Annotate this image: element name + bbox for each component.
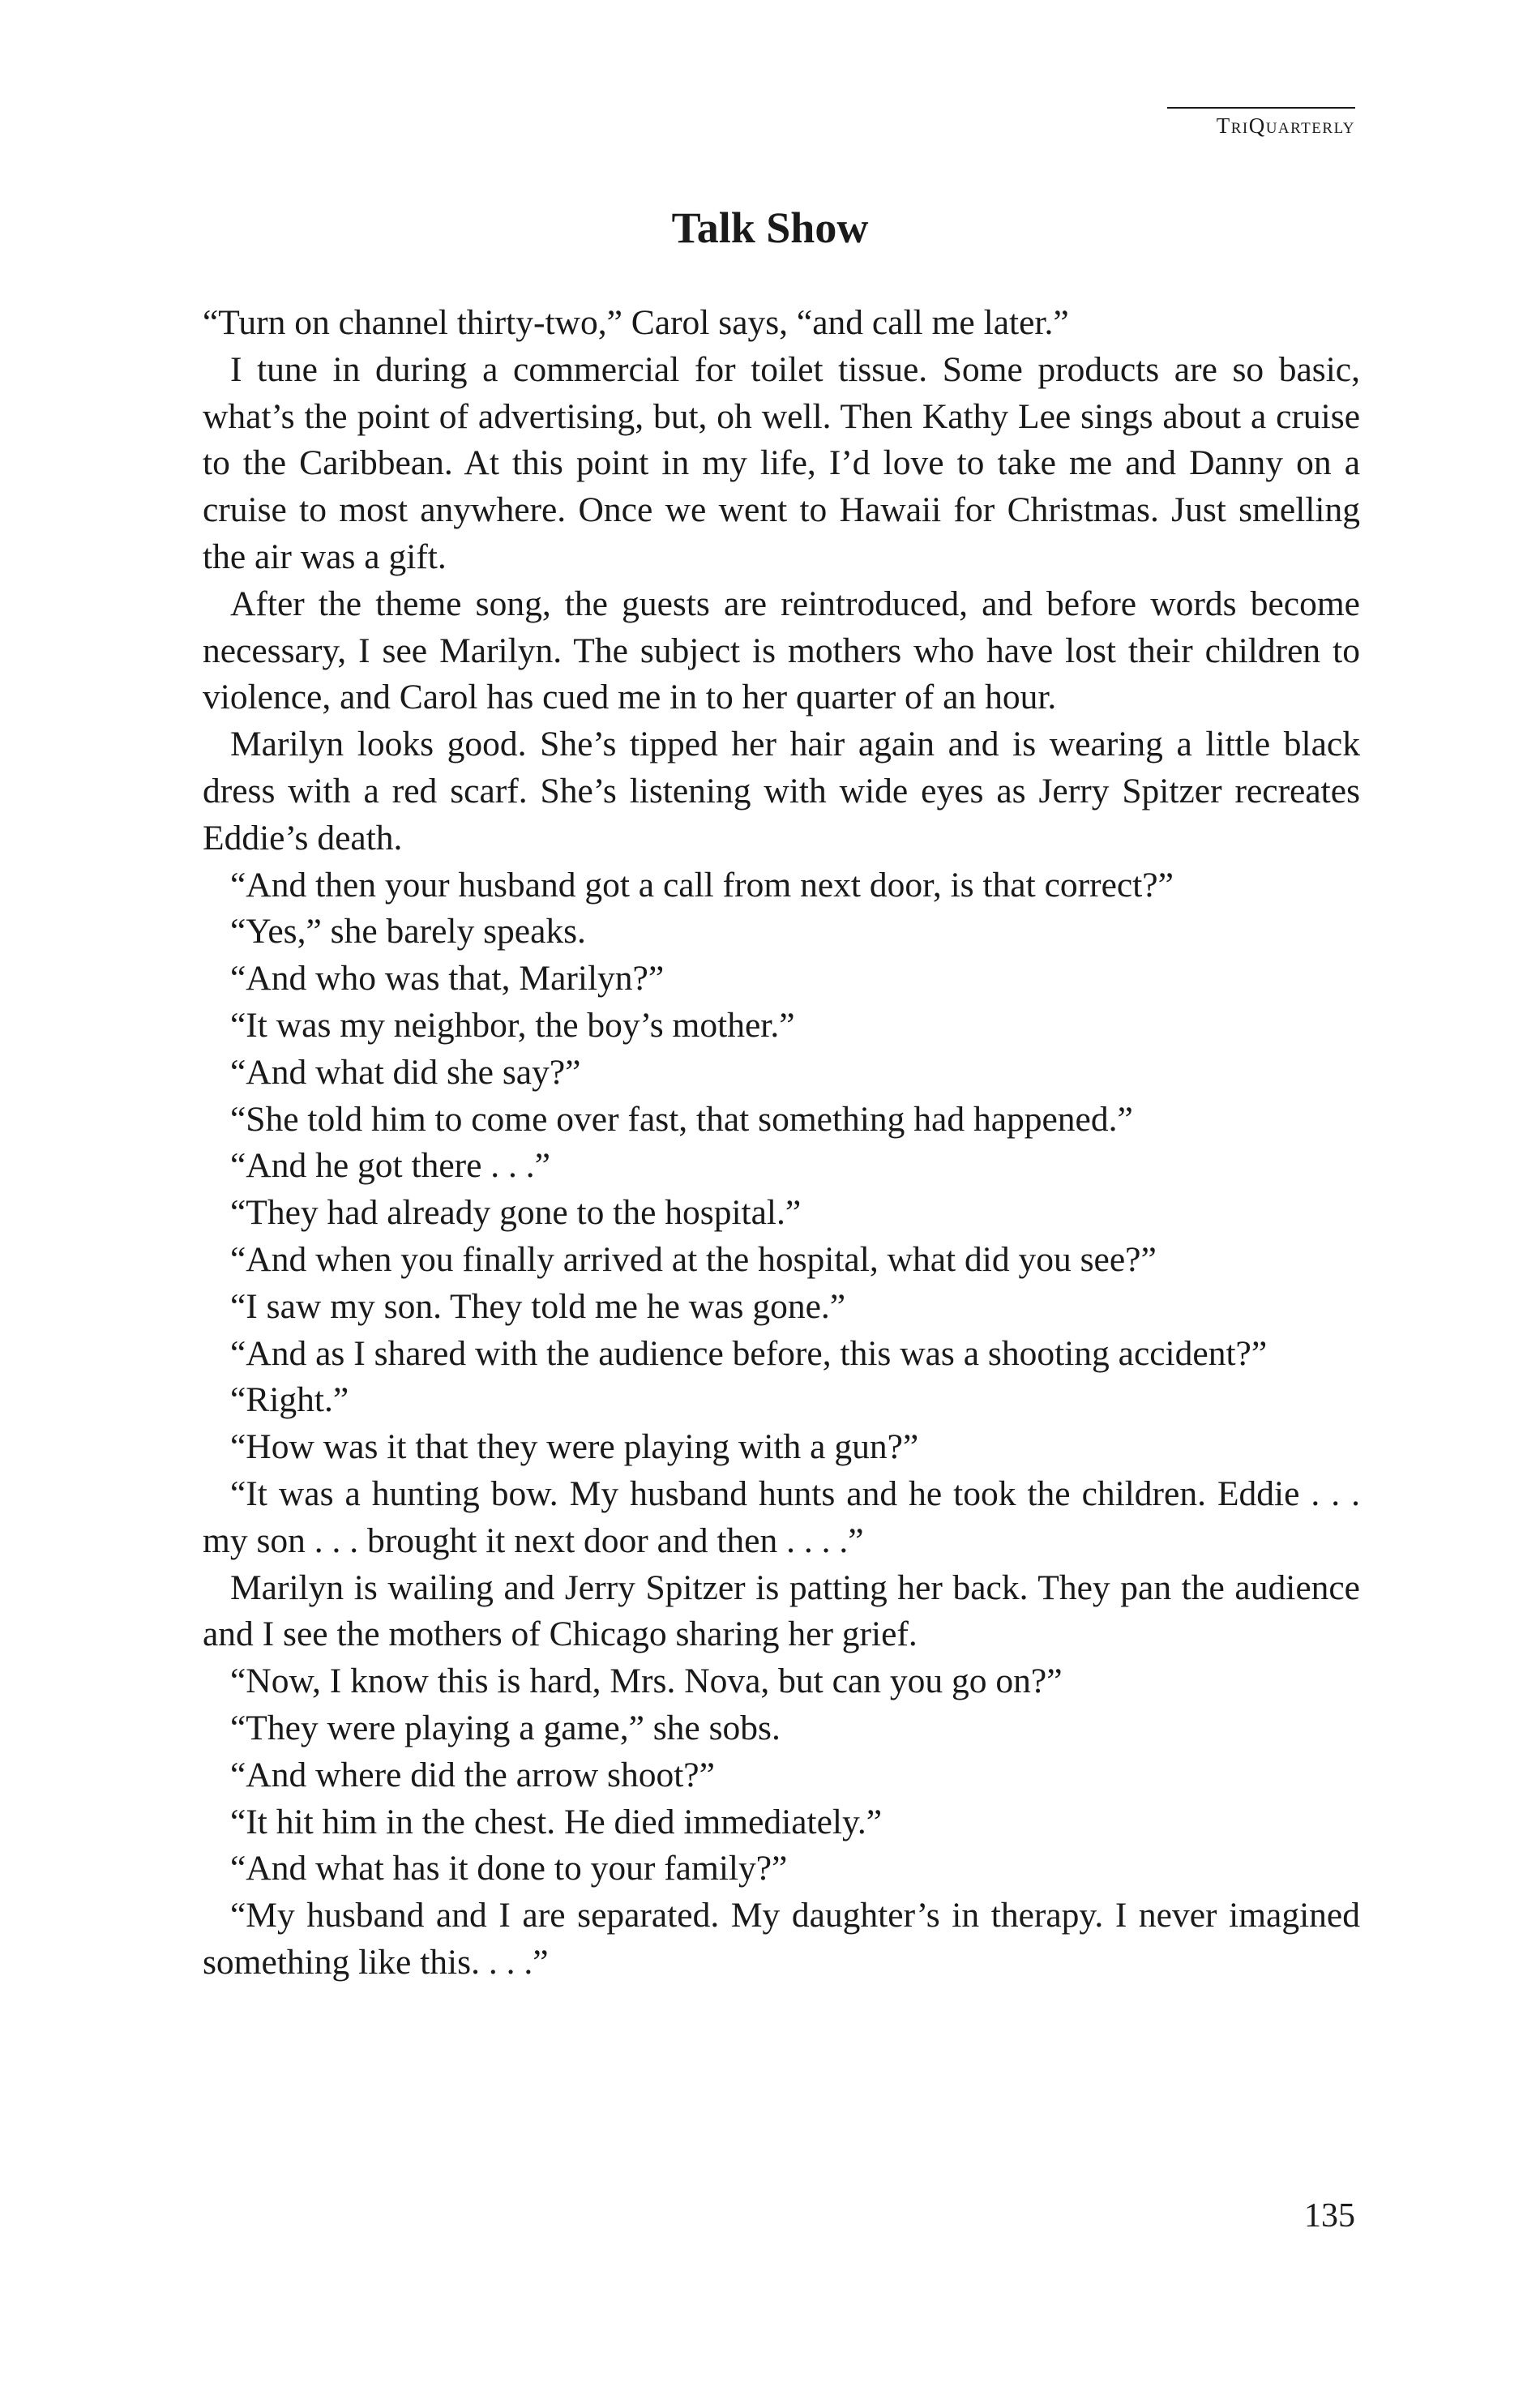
paragraph: “And where did the arrow shoot?” [230,1755,715,1794]
paragraph: “And what did she say?” [230,1052,581,1092]
paragraph: “Yes,” she barely speaks. [230,912,586,952]
paragraph: “Now, I know this is hard, Mrs. Nova, but can you go on?” [230,1662,1063,1701]
paragraph: After the theme song, the guests are reintroduced, and before words become necessary, I see Marilyn. The subject is mothers who have lost their children to violence, and Carol has cued me in to her quarter of an hour. [203,584,1360,717]
paragraph: “They had already gone to the hospital.” [230,1193,802,1233]
running-head: TriQuarterly [1216,113,1355,138]
paragraph: “And as I shared with the audience before, this was a shooting accident?” [230,1333,1268,1373]
paragraph: “And who was that, Marilyn?” [230,959,665,999]
paragraph: Marilyn looks good. She’s tipped her hair again and is wearing a little black dress with a red scarf. She’s listening with wide eyes as Jerry Spitzer recreates Eddie’s death. [203,725,1360,858]
paragraph: “And when you finally arrived at the hospital, what did you see?” [230,1239,1157,1279]
paragraph: “My husband and I are separated. My daughter’s in therapy. I never imagined something like this. . . .” [203,1896,1360,1982]
paragraph: “Right.” [230,1380,349,1420]
paragraph: “Turn on channel thirty-two,” Carol says, “and call me later.” [203,303,1069,342]
paragraph: “They were playing a game,” she sobs. [230,1708,781,1747]
paragraph: “She told him to come over fast, that something had happened.” [230,1099,1133,1139]
paragraph: “It was my neighbor, the boy’s mother.” [230,1005,795,1045]
paragraph: “And what has it done to your family?” [230,1849,788,1888]
running-head-rule [1167,107,1355,109]
story-body [203,300,1360,1987]
paragraph: Marilyn is wailing and Jerry Spitzer is patting her back. They pan the audience and I see the mothers of Chicago sharing her grief. [203,1568,1360,1654]
paragraph: “It hit him in the chest. He died immediately.” [230,1802,883,1841]
paragraph: “I saw my son. They told me he was gone.” [230,1286,846,1326]
paragraph: “And he got there . . .” [230,1146,550,1186]
story-title: Talk Show [671,203,869,252]
paragraph: “And then your husband got a call from next door, is that correct?” [230,865,1174,905]
paragraph: “How was it that they were playing with a gun?” [230,1427,919,1467]
paragraph: “It was a hunting bow. My husband hunts and he took the children. Eddie . . . my son . . . brought it next door and then . . . .” [203,1473,1360,1560]
page-number: 135 [1304,2197,1355,2235]
paragraph: I tune in during a commercial for toilet tissue. Some products are so basic, what’s the point of advertising, but, oh well. Then Kathy Lee sings about a cruise to the Caribbean. At this point in my life, I’d love to take me and Danny on a cruise to most anywhere. Once we went to Hawaii for Christmas. Just smelling the air was a gift. [203,349,1360,576]
